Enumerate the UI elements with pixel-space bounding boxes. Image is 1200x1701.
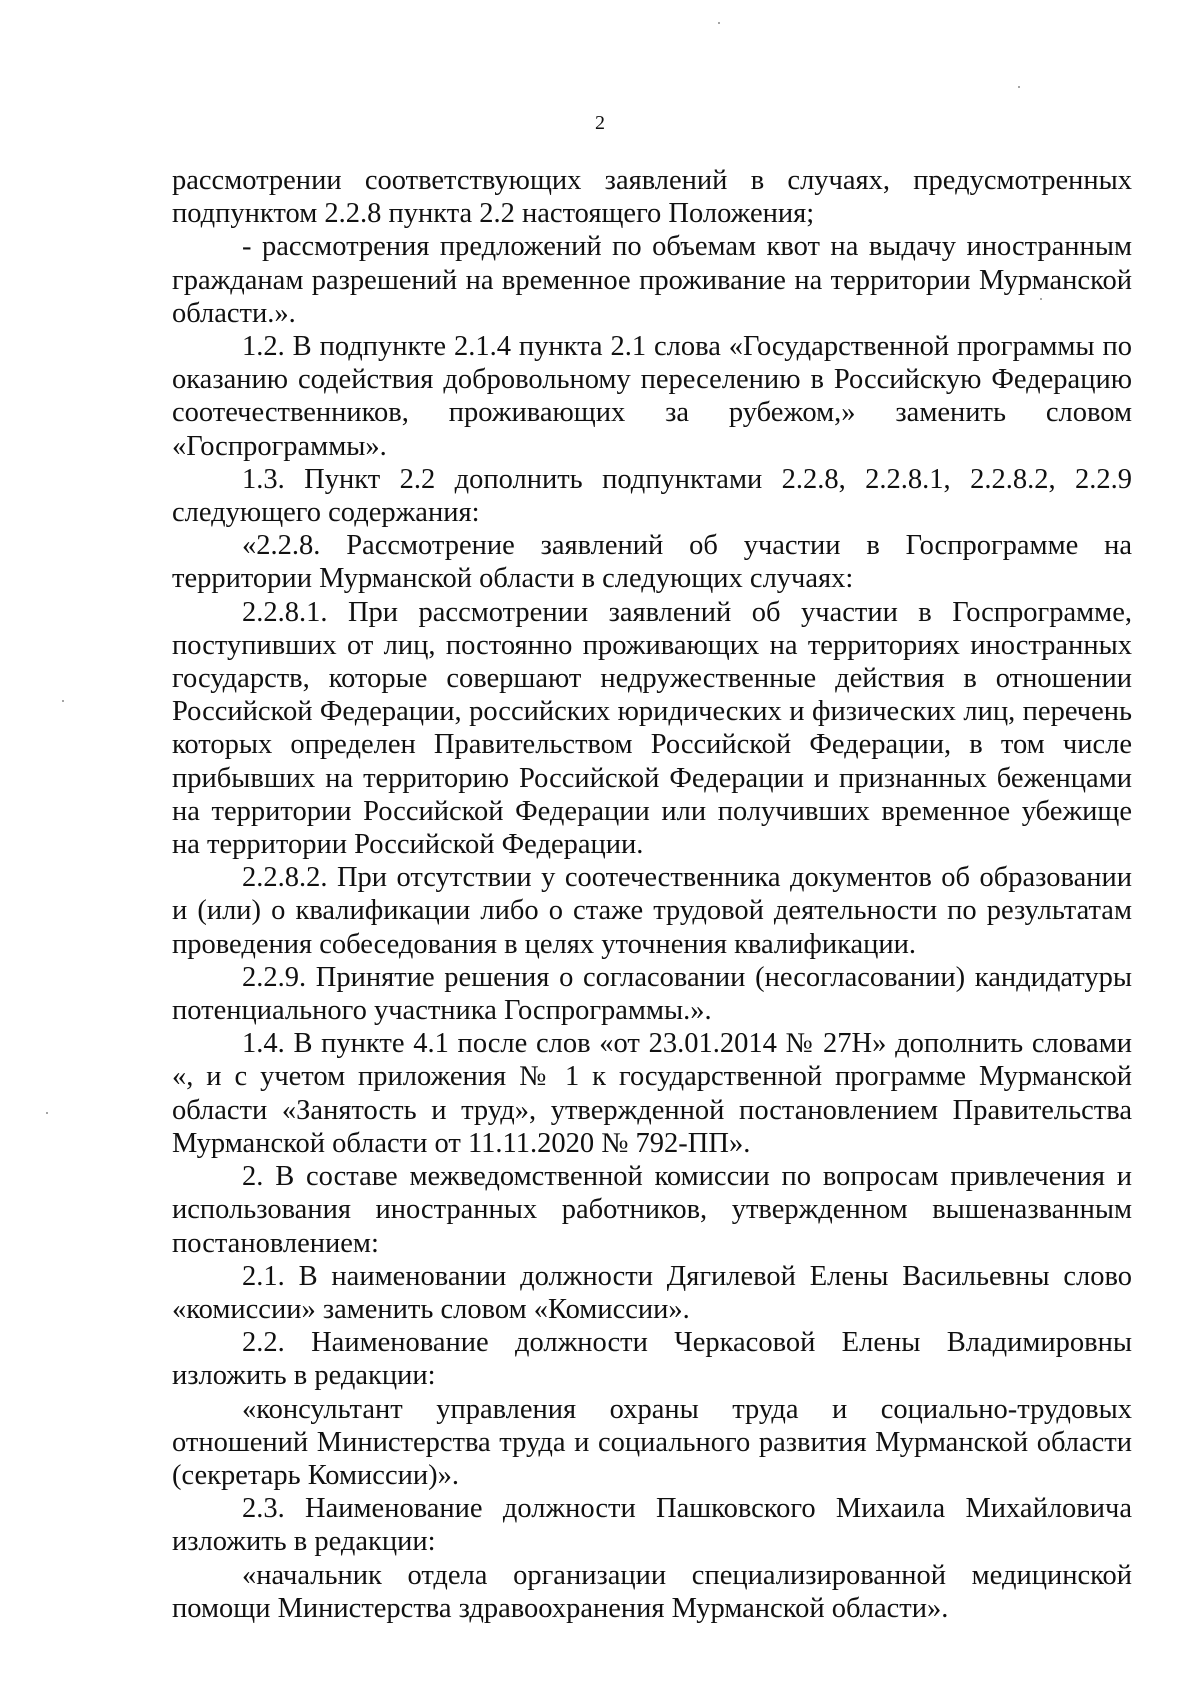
paragraph-11: 2.1. В наименовании должности Дягилевой Елены Васильевны слово «комиссии» заменить словом «Комиссии».: [172, 1260, 1132, 1325]
page-number: 2: [595, 112, 605, 134]
paragraph-12: 2.2. Наименование должности Черкасовой Елены Владимировны изложить в редакции:: [172, 1327, 1132, 1392]
paragraph-2: - рассмотрения предложений по объемам квот на выдачу иностранным гражданам разрешений на временное проживание на территории Мурманской области.».: [172, 231, 1132, 329]
paragraph-13: «консультант управления охраны труда и социально-трудовых отношений Министерства труда и социального развития Мурманской области (секретарь Комиссии)».: [172, 1393, 1132, 1491]
paragraph-6: 2.2.8.1. При рассмотрении заявлений об участии в Госпрограмме, поступивших от лиц, постоянно проживающих на территориях иностранных государств, которые совершают недружественные действия в отношении Российской Федерации, российских юридических и физических лиц, перечень которых определен Правительством Российской Федерации, в том числе прибывших на территорию Российской Федерации и признанных беженцами на территории Российской Федерации или получивших временное убежище на территории Российской Федерации.: [172, 596, 1132, 861]
paragraph-7: 2.2.8.2. При отсутствии у соотечественника документов об образовании и (или) о квалификации либо о стаже трудовой деятельности по результатам проведения собеседования в целях уточнения квалификации.: [172, 862, 1132, 960]
paragraph-15: «начальник отдела организации специализированной медицинской помощи Министерства здравоохранения Мурманской области».: [172, 1559, 1132, 1624]
paragraph-14: 2.3. Наименование должности Пашковского Михаила Михайловича изложить в редакции:: [172, 1493, 1132, 1558]
scan-speck: [1018, 86, 1020, 88]
paragraph-10: 2. В составе межведомственной комиссии по вопросам привлечения и использования иностранных работников, утвержденном вышеназванным постановлением:: [172, 1161, 1132, 1259]
document-body: [172, 164, 1132, 1625]
paragraph-8: 2.2.9. Принятие решения о согласовании (несогласовании) кандидатуры потенциального участника Госпрограммы.».: [172, 961, 1132, 1027]
paragraph-5: «2.2.8. Рассмотрение заявлений об участии в Госпрограмме на территории Мурманской области в следующих случаях:: [172, 530, 1132, 595]
paragraph-1: рассмотрении соответствующих заявлений в случаях, предусмотренных подпунктом 2.2.8 пункта 2.2 настоящего Положения;: [172, 165, 1132, 230]
paragraph-4: 1.3. Пункт 2.2 дополнить подпунктами 2.2.8, 2.2.8.1, 2.2.8.2, 2.2.9 следующего содержания:: [172, 463, 1132, 529]
scan-speck: [62, 700, 64, 702]
scan-speck: [1040, 298, 1042, 300]
paragraph-3: 1.2. В подпункте 2.1.4 пункта 2.1 слова «Государственной программы по оказанию содействия добровольному переселению в Российскую Федерацию соотечественников, проживающих за рубежом,» заменить словом «Госпрограммы».: [172, 331, 1132, 462]
scan-speck: [46, 1112, 48, 1114]
paragraph-9: 1.4. В пункте 4.1 после слов «от 23.01.2014 № 27Н» дополнить словами «, и с учетом приложения № 1 к государственной программе Мурманской области «Занятость и труд», утвержденной постановлением Правительства Мурманской области от 11.11.2020 № 792-ПП».: [172, 1028, 1132, 1159]
scan-speck: [718, 22, 720, 24]
